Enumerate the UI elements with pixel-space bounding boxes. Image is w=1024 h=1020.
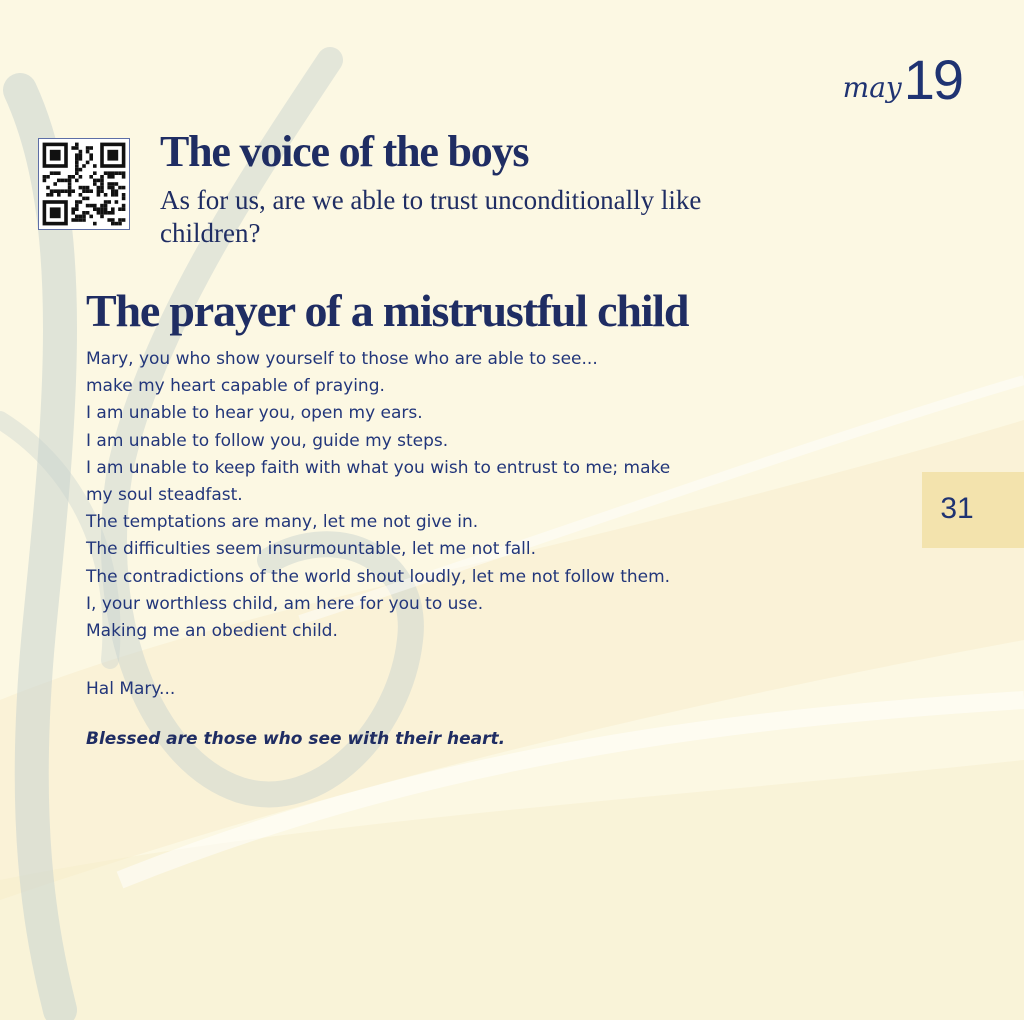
prayer-line: Making me an obedient child.: [86, 621, 338, 642]
section-subtitle: As for us, are we able to trust unconditionally like children?: [160, 185, 702, 248]
prayer-line: make my heart capable of praying.: [86, 376, 385, 397]
prayer-text: [86, 346, 786, 645]
closing-blessing: Blessed are those who see with their heart.: [86, 729, 506, 749]
prayer-line: The contradictions of the world shout loudly, let me not follow them.: [86, 566, 671, 587]
prayer-line: I am unable to follow you, guide my steps.: [86, 430, 449, 451]
page-number: 31: [940, 492, 974, 525]
hail-mary-text: Hal Mary...: [86, 679, 176, 699]
prayer-line: The difficulties seem insurmountable, let me not fall.: [86, 539, 537, 560]
prayer-title: The prayer of a mistrustful child: [86, 285, 689, 336]
qr-code-icon: [39, 139, 129, 229]
prayer-line: I am unable to hear you, open my ears.: [86, 403, 423, 424]
qr-code[interactable]: [38, 138, 130, 230]
date-month: may: [842, 71, 902, 104]
prayer-line: I am unable to keep faith with what you wish to entrust to me; make: [86, 457, 671, 478]
prayer-line: I, your worthless child, am here for you to use.: [86, 593, 484, 614]
section-title: The voice of the boys: [160, 127, 529, 176]
prayer-line: The temptations are many, let me not give in.: [86, 512, 479, 533]
date-day: 19: [903, 48, 962, 111]
prayer-line: my soul steadfast.: [86, 485, 243, 506]
date-heading: [842, 48, 962, 111]
prayer-line: Mary, you who show yourself to those who are able to see...: [86, 349, 598, 369]
page-number-tab: [922, 472, 1024, 548]
